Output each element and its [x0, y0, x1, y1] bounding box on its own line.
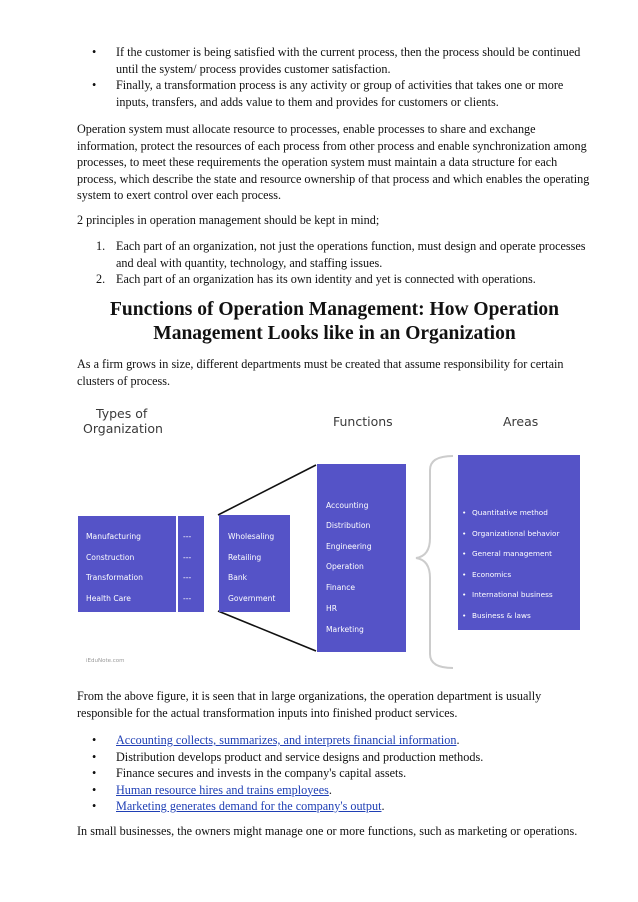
area-label: Business & laws: [472, 611, 531, 620]
figure-title-types-line2: Organization: [83, 421, 163, 436]
function-label: Engineering: [326, 542, 372, 551]
paragraph-operation-system: Operation system must allocate resource to processes, enable processes to share and exchange information, protect the resources of each process from other process and enable synchronization among processes, to meet these requirements the operation system must maintain a data structure for each process, which describe the state and resource ownership of that process and which enables the operating system to exert control over each process.: [77, 122, 590, 202]
list-item: [92, 798, 592, 815]
area-bullet: •: [462, 508, 467, 517]
list-text: Each part of an organization, not just the operations function, must design and operate processes and deal with quantity, technology, and staffing issues.: [116, 239, 586, 270]
sector-label: Wholesaling: [228, 532, 275, 541]
org-type-label: Construction: [86, 553, 135, 562]
figure-title-functions: Functions: [333, 414, 393, 429]
list-item: • Finance secures and invests in the company's capital assets.: [92, 765, 592, 782]
list-item: • If the customer is being satisfied with the current process, then the process should be continued until the system/ process provides customer satisfaction.: [92, 44, 592, 77]
sector-label: Bank: [228, 573, 248, 582]
functions-box: [317, 464, 406, 652]
list-item: [96, 238, 592, 271]
figure-svg: [78, 398, 590, 670]
marketing-link[interactable]: Marketing generates demand for the company's output: [116, 799, 382, 813]
areas-box: [458, 455, 580, 630]
figure-watermark: iEduNote.com: [86, 658, 125, 664]
funnel-line-top: [218, 465, 316, 515]
area-bullet: •: [462, 570, 467, 579]
org-type-label: Transformation: [86, 573, 143, 582]
area-bullet: •: [462, 549, 467, 558]
list-item: [96, 271, 592, 288]
list-number: 2.: [96, 272, 106, 286]
function-label: Marketing: [326, 625, 364, 634]
organization-functions-figure: [78, 398, 590, 670]
human-resource-link[interactable]: Human resource hires and trains employees: [116, 782, 329, 797]
functions-bullet-list: [92, 732, 592, 815]
sector-label: Government: [228, 594, 276, 603]
dash-label: ---: [183, 553, 192, 562]
list-item: • Distribution develops product and service designs and production methods.: [92, 749, 592, 766]
period-text: .: [381, 799, 385, 813]
area-bullet: •: [462, 611, 467, 620]
list-number: 1.: [96, 239, 106, 253]
area-label: Economics: [472, 570, 512, 579]
function-label: HR: [326, 604, 337, 613]
sector-label: Retailing: [228, 553, 262, 562]
top-bullet-list: [92, 44, 592, 110]
period-text: .: [328, 782, 332, 797]
period-text: .: [456, 733, 460, 747]
section-heading: Functions of Operation Management: How Operation Management Looks like in an Organization: [109, 299, 559, 344]
area-label: Quantitative method: [472, 508, 548, 517]
dash-label: ---: [183, 573, 192, 582]
function-label: Operation: [326, 562, 364, 571]
area-bullet: •: [462, 529, 467, 538]
list-item: [92, 732, 592, 749]
area-label: International business: [472, 590, 553, 599]
dash-label: ---: [183, 532, 192, 541]
paragraph-above-figure: From the above figure, it is seen that in large organizations, the operation department is usually responsible for the actual transformation inputs into finished product services.: [77, 689, 542, 720]
principles-list: [96, 238, 592, 288]
area-label: General management: [472, 549, 552, 558]
area-label: Organizational behavior: [472, 529, 560, 538]
brace-shape: [416, 456, 453, 668]
org-type-label: Manufacturing: [86, 532, 141, 541]
list-text: Each part of an organization has its own identity and yet is connected with operations.: [116, 272, 536, 286]
area-bullet: •: [462, 590, 467, 599]
funnel-line-bottom: [218, 611, 316, 651]
figure-title-areas: Areas: [503, 414, 539, 429]
function-label: Accounting: [326, 501, 369, 510]
list-item: [92, 782, 592, 799]
paragraph-small-businesses: In small businesses, the owners might manage one or more functions, such as marketing or operations.: [77, 824, 578, 838]
paragraph-firm-grows: As a firm grows in size, different departments must be created that assume responsibility for certain clusters of process.: [77, 357, 564, 388]
list-item: • Finally, a transformation process is any activity or group of activities that takes one or more inputs, transfers, and adds value to them and provides for customers or clients.: [92, 77, 592, 110]
paragraph-principles-intro: 2 principles in operation management should be kept in mind;: [77, 213, 380, 227]
function-label: Distribution: [326, 521, 371, 530]
figure-title-types-line1: Types of: [96, 406, 148, 421]
org-type-label: Health Care: [86, 594, 131, 603]
function-label: Finance: [326, 583, 356, 592]
accounting-link[interactable]: Accounting collects, summarizes, and interprets financial information: [116, 733, 457, 747]
dash-label: ---: [183, 594, 192, 603]
